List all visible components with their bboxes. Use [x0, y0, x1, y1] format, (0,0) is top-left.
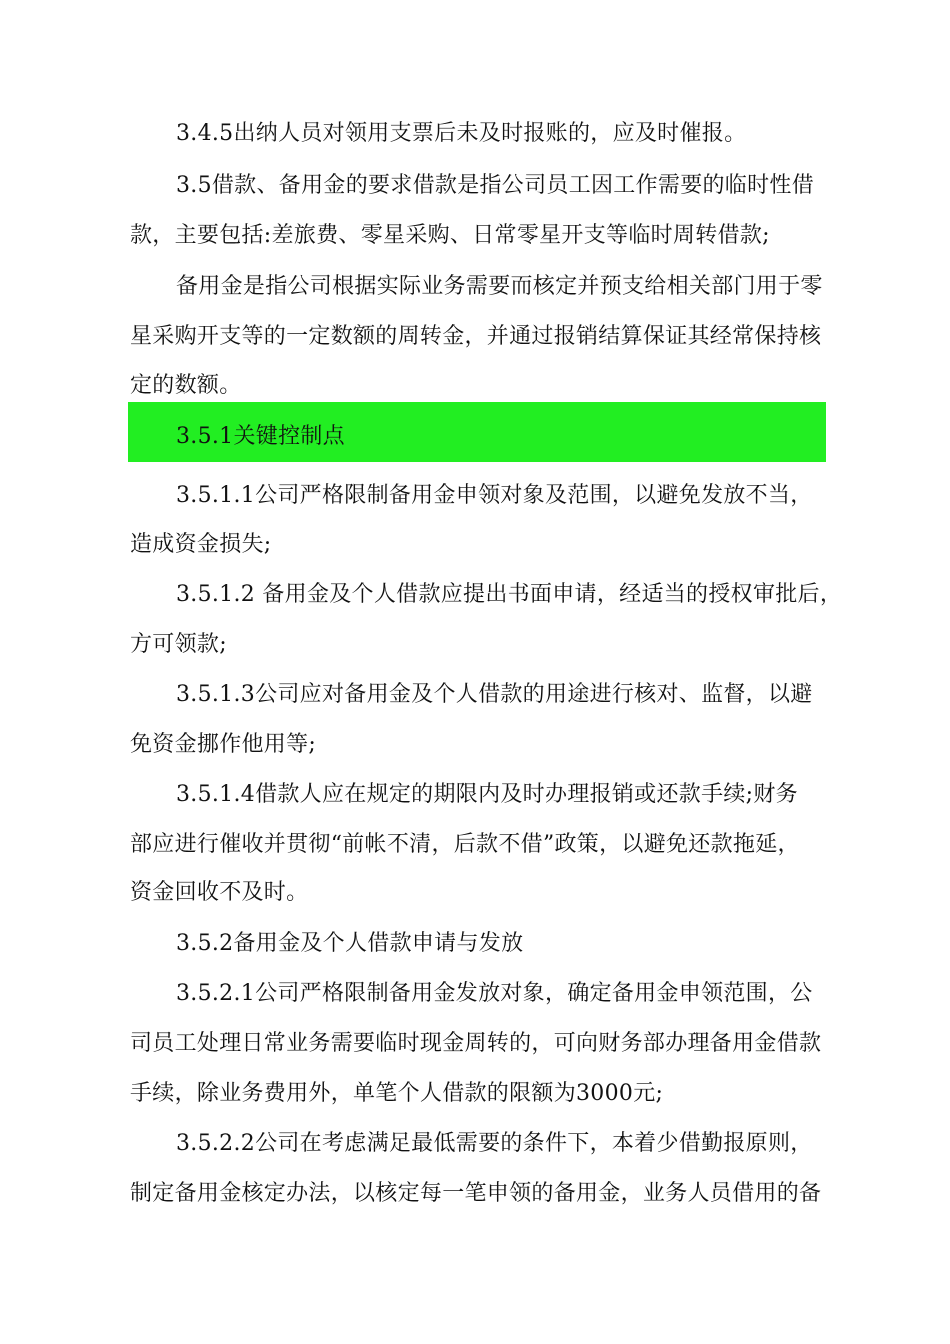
paragraph-line: 造成资金损失; — [130, 532, 272, 557]
paragraph-line: 备用金是指公司根据实际业务需要而核定并预支给相关部门用于零 — [176, 274, 823, 299]
paragraph-line: 司员工处理日常业务需要临时现金周转的，可向财务部办理备用金借款 — [130, 1031, 822, 1056]
paragraph-line: 3.4.5出纳人员对领用支票后未及时报账的，应及时催报。 — [176, 121, 747, 146]
paragraph-line: 3.5借款、备用金的要求借款是指公司员工因工作需要的临时性借 — [176, 173, 814, 198]
paragraph-line: 3.5.1.2 备用金及个人借款应提出书面申请，经适当的授权审批后， — [176, 582, 843, 607]
paragraph-line: 3.5.1.1公司严格限制备用金申领对象及范围，以避免发放不当， — [176, 483, 813, 508]
paragraph-line: 免资金挪作他用等; — [130, 732, 317, 757]
paragraph-line: 部应进行催收并贯彻“前帐不清，后款不借”政策，以避免还款拖延， — [130, 832, 800, 857]
paragraph-line: 3.5.1.4借款人应在规定的期限内及时办理报销或还款手续;财务 — [176, 782, 798, 807]
paragraph-line: 款，主要包括:差旅费、零星采购、日常零星开支等临时周转借款; — [130, 223, 770, 248]
paragraph-line: 3.5.1.3公司应对备用金及个人借款的用途进行核对、监督，以避 — [176, 682, 813, 707]
paragraph-line: 资金回收不及时。 — [130, 880, 309, 905]
paragraph-line: 方可领款; — [130, 632, 227, 657]
paragraph-line: 制定备用金核定办法，以核定每一笔申领的备用金，业务人员借用的备 — [130, 1181, 822, 1206]
paragraph-line: 3.5.2.2公司在考虑满足最低需要的条件下，本着少借勤报原则， — [176, 1131, 813, 1156]
paragraph-line: 星采购开支等的一定数额的周转金，并通过报销结算保证其经常保持核 — [130, 324, 822, 349]
paragraph-line: 3.5.2.1公司严格限制备用金发放对象，确定备用金申领范围，公 — [176, 981, 813, 1006]
section-heading: 3.5.1关键控制点 — [176, 424, 345, 449]
paragraph-line: 定的数额。 — [130, 373, 242, 398]
paragraph-line: 手续，除业务费用外，单笔个人借款的限额为3000元; — [130, 1081, 664, 1106]
section-heading: 3.5.2备用金及个人借款申请与发放 — [176, 931, 524, 956]
